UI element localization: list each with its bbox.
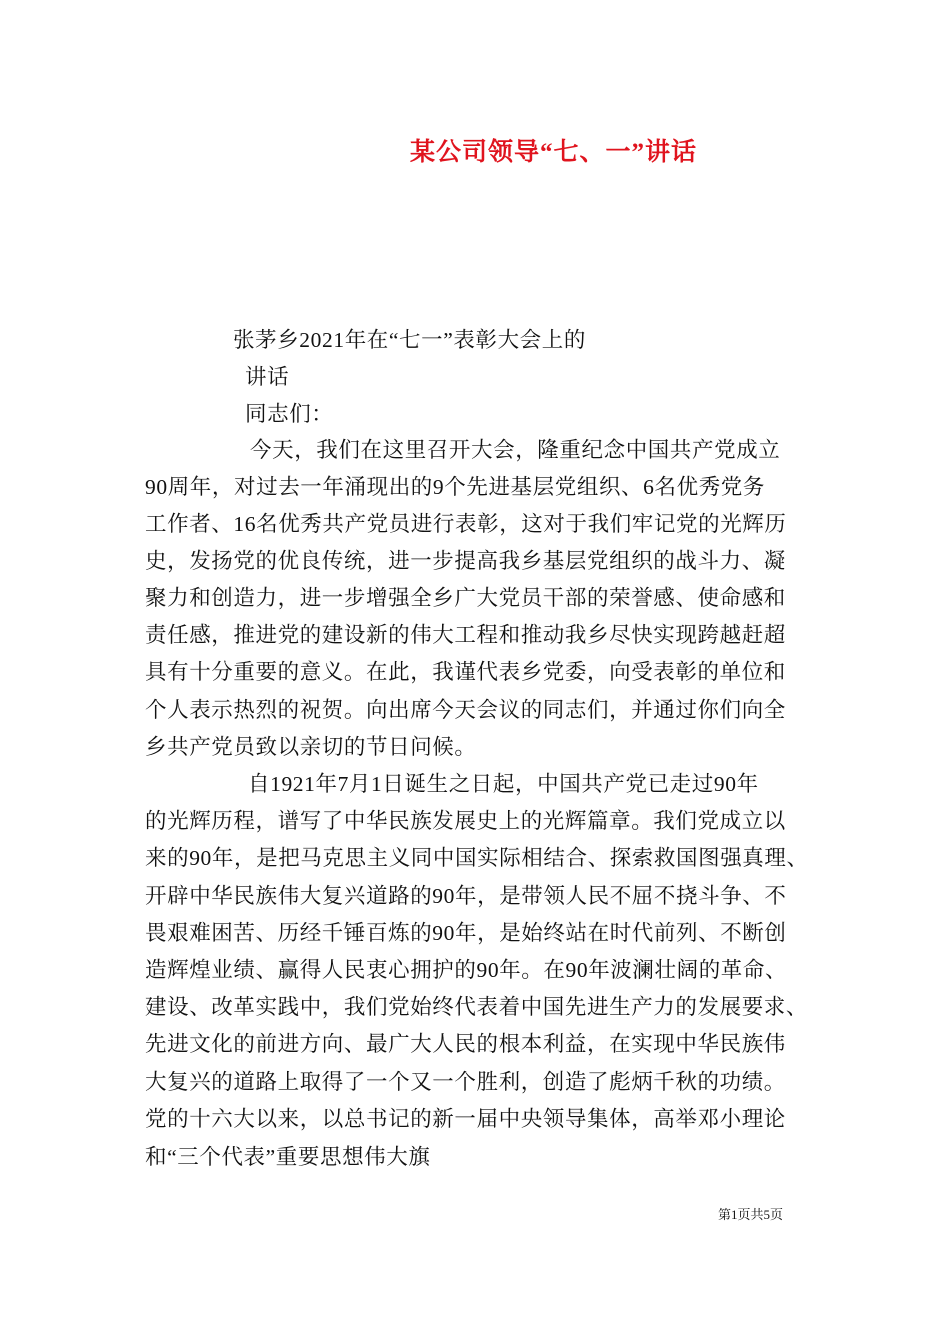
text-line: 史，发扬党的优良传统，进一步提高我乡基层党组织的战斗力、凝	[145, 549, 786, 573]
text-line: 先进文化的前进方向、最广大人民的根本利益，在实现中华民族伟	[145, 1032, 786, 1056]
text-line: 乡共产党员致以亲切的节日问候。	[145, 735, 477, 759]
text-line: 来的90年，是把马克思主义同中国实际相结合、探索救国图强真理、	[145, 846, 809, 870]
text-line: 今天，我们在这里召开大会，隆重纪念中国共产党成立	[250, 438, 781, 462]
text-line: 开辟中华民族伟大复兴道路的90年，是带领人民不屈不挠斗争、不	[145, 884, 787, 908]
text-line: 工作者、16名优秀共产党员进行表彰，这对于我们牢记党的光辉历	[145, 512, 787, 536]
text-line: 的光辉历程，谱写了中华民族发展史上的光辉篇章。我们党成立以	[145, 809, 786, 833]
text-line: 聚力和创造力，进一步增强全乡广大党员干部的荣誉感、使命感和	[145, 586, 786, 610]
page-number: 第1页共5页	[718, 1207, 784, 1222]
text-line: 建设、改革实践中，我们党始终代表着中国先进生产力的发展要求、	[145, 995, 809, 1019]
text-line: 90周年，对过去一年涌现出的9个先进基层党组织、6名优秀党务	[145, 475, 766, 499]
salutation: 同志们：	[245, 402, 334, 426]
document-title: 某公司领导“七、一”讲话	[410, 139, 698, 166]
text-line: 和“三个代表”重要思想伟大旗	[145, 1145, 431, 1169]
heading-line-2: 讲话	[245, 365, 290, 389]
text-line: 个人表示热烈的祝贺。向出席今天会议的同志们，并通过你们向全	[145, 698, 786, 722]
text-line: 自1921年7月1日诞生之日起，中国共产党已走过90年	[248, 772, 759, 796]
text-line: 党的十六大以来，以总书记的新一届中央领导集体，高举邓小理论	[145, 1107, 786, 1131]
heading-line-1: 张茅乡2021年在“七一”表彰大会上的	[233, 328, 586, 352]
text-line: 造辉煌业绩、赢得人民衷心拥护的90年。在90年波澜壮阔的革命、	[145, 958, 788, 982]
text-line: 具有十分重要的意义。在此，我谨代表乡党委，向受表彰的单位和	[145, 660, 786, 684]
text-line: 责任感，推进党的建设新的伟大工程和推动我乡尽快实现跨越赶超	[145, 623, 786, 647]
text-line: 大复兴的道路上取得了一个又一个胜利，创造了彪炳千秋的功绩。	[145, 1070, 786, 1094]
text-line: 畏艰难困苦、历经千锤百炼的90年，是始终站在时代前列、不断创	[145, 921, 787, 945]
